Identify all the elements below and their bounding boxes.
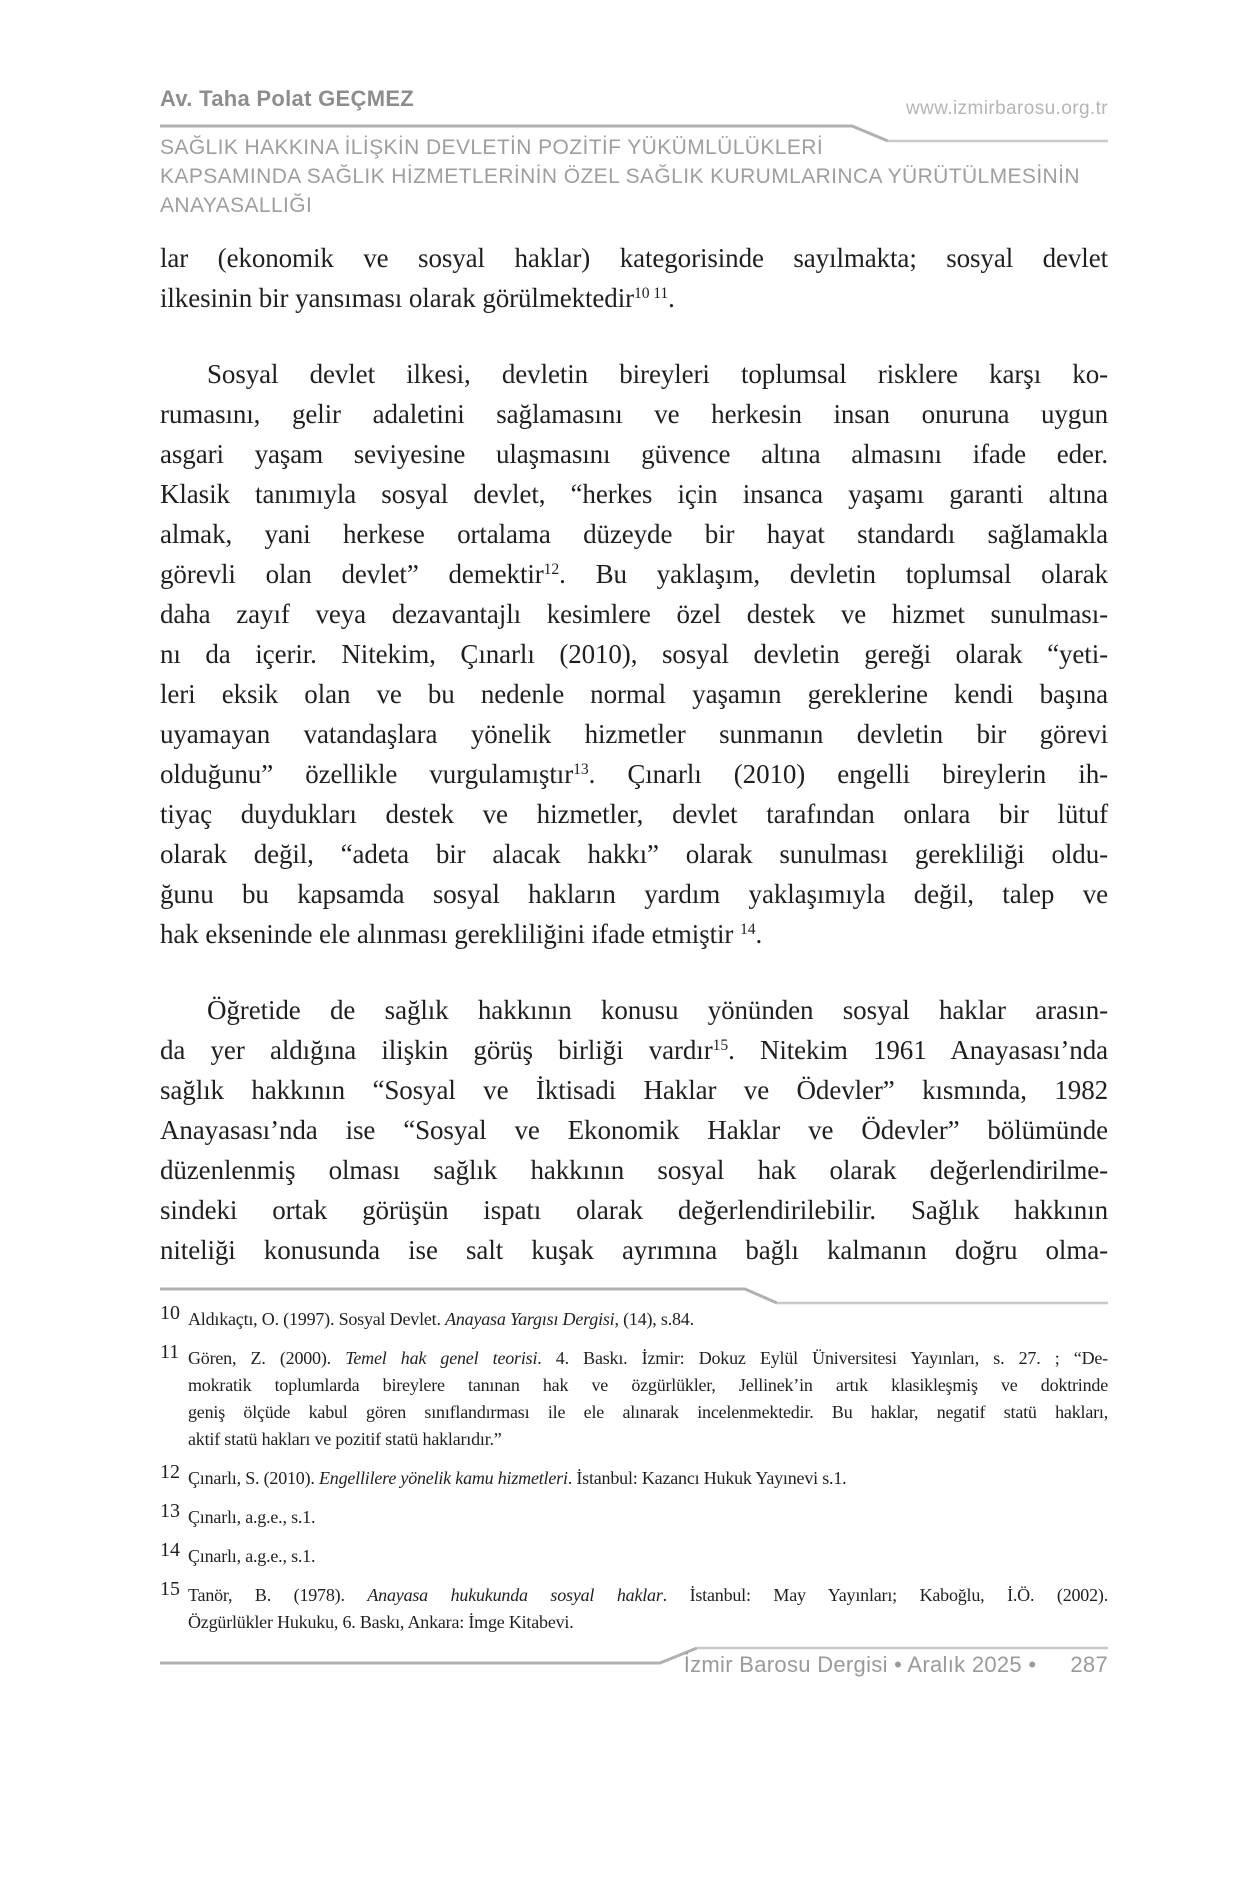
footnote-line: Gören, Z. (2000). Temel hak genel teorisi. 4. Baskı. İzmir: Dokuz Eylül Üniversitesi Yayınları, s. 27. ; “De-: [188, 1348, 1108, 1368]
footnote-number: 15: [160, 1578, 180, 1600]
text-line: hak ekseninde ele alınması gerekliliğini ifade etmiştir $^{14}$.: [160, 919, 763, 949]
paragraph: [160, 354, 1108, 954]
journal-name: İzmir Barosu Dergisi • Aralık 2025 •: [683, 1652, 1037, 1677]
footnote-line: Çınarlı, a.g.e., s.1.: [188, 1507, 316, 1527]
text-line: düzenlenmiş olması sağlık hakkının sosyal hak olarak değerlendirilme-: [160, 1155, 1108, 1185]
text-line: leri eksik olan ve bu nedenle normal yaşamın gereklerine kendi başına: [160, 679, 1108, 709]
article-title: [160, 133, 1150, 220]
text-line: görevli olan devlet” demektir$^{12}$. Bu yaklaşım, devletin toplumsal olarak: [160, 559, 1108, 589]
text-line: ilkesinin bir yansıması olarak görülmektedir$^{10 11}$.: [160, 283, 675, 313]
footnote: [160, 1302, 1108, 1333]
text-line: Anayasası’nda ise “Sosyal ve Ekonomik Haklar ve Ödevler” bölümünde: [160, 1115, 1108, 1145]
footnote-line: aktif statü hakları ve pozitif statü haklarıdır.”: [188, 1429, 502, 1449]
text-line: Sosyal devlet ilkesi, devletin bireyleri toplumsal risklere karşı ko-: [207, 359, 1108, 389]
text-line: tiyaç duydukları destek ve hizmetler, devlet tarafından onlara bir lütuf: [160, 799, 1108, 829]
footnote-line: mokratik toplumlarda bireylere tanınan hak ve özgürlükler, Jellinek’in artık klasikleşmiş ve doktrinde: [188, 1375, 1108, 1395]
text-line: nı da içerir. Nitekim, Çınarlı (2010), sosyal devletin gereği olarak “yeti-: [160, 639, 1108, 669]
footnotes-section: [160, 1302, 1108, 1648]
text-line: rumasını, gelir adaletini sağlamasını ve herkesin insan onuruna uygun: [160, 399, 1108, 429]
text-line: almak, yani herkese ortalama düzeyde bir hayat standardı sağlamakla: [160, 519, 1108, 549]
footnote-line: geniş ölçüde kabul gören sınıflandırması ile ele alınarak incelenmektedir. Bu haklar, negatif statü hakları,: [188, 1402, 1108, 1422]
footnote-number: 12: [160, 1461, 180, 1483]
author-name: Av. Taha Polat GEÇMEZ: [160, 86, 415, 111]
text-line: lar (ekonomik ve sosyal haklar) kategorisinde sayılmakta; sosyal devlet: [160, 243, 1108, 273]
text-line: olarak değil, “adeta bir alacak hakkı” olarak sunulması gerekliliği oldu-: [160, 839, 1108, 869]
footnote-line: Çınarlı, a.g.e., s.1.: [188, 1546, 316, 1566]
footnote: [160, 1539, 1108, 1570]
text-line: asgari yaşam seviyesine ulaşmasını güvence altına almasını ifade eder.: [160, 439, 1108, 469]
article-title-line: ANAYASALLIĞI: [160, 194, 313, 217]
footnote-line: Çınarlı, S. (2010). Engellilere yönelik kamu hizmetleri. İstanbul: Kazancı Hukuk Yayınevi s.1.: [188, 1468, 847, 1488]
text-line: Klasik tanımıyla sosyal devlet, “herkes için insanca yaşamı garanti altına: [160, 479, 1108, 509]
body-paragraphs: [160, 238, 1108, 1270]
text-line: uyamayan vatandaşlara yönelik hizmetler sunmanın devletin bir görevi: [160, 719, 1108, 749]
footnote: [160, 1341, 1108, 1453]
text-line: sindeki ortak görüşün ispatı olarak değerlendirilebilir. Sağlık hakkının: [160, 1195, 1108, 1225]
footnote: [160, 1578, 1108, 1636]
footnote-number: 11: [160, 1341, 180, 1363]
footnote: [160, 1500, 1108, 1531]
text-line: sağlık hakkının “Sosyal ve İktisadi Haklar ve Ödevler” kısmında, 1982: [160, 1075, 1108, 1105]
footnote: [160, 1461, 1108, 1492]
footer-text: [600, 1652, 1108, 1678]
footnote-number: 13: [160, 1500, 180, 1522]
text-line: olduğunu” özellikle vurgulamıştır$^{13}$. Çınarlı (2010) engelli bireylerin ih-: [160, 759, 1108, 789]
article-title-line: SAĞLIK HAKKINA İLİŞKİN DEVLETİN POZİTİF YÜKÜMLÜLÜKLERİ: [160, 136, 824, 159]
footnote-line: Özgürlükler Hukuku, 6. Baskı, Ankara: İmge Kitabevi.: [188, 1612, 574, 1632]
footnote-number: 10: [160, 1302, 180, 1324]
footnote-line: Tanör, B. (1978). Anayasa hukukunda sosyal haklar. İstanbul: May Yayınları; Kaboğlu, İ.Ö. (2002).: [188, 1585, 1108, 1605]
paragraph: [160, 238, 1108, 318]
page-number: 287: [1070, 1652, 1108, 1677]
article-title-line: KAPSAMINDA SAĞLIK HİZMETLERİNİN ÖZEL SAĞLIK KURUMLARINCA YÜRÜTÜLMESİNİN: [160, 165, 1080, 188]
footnote-line: Aldıkaçtı, O. (1997). Sosyal Devlet. Anayasa Yargısı Dergisi, (14), s.84.: [188, 1309, 694, 1329]
paragraph: [160, 990, 1108, 1270]
footnote-number: 14: [160, 1539, 180, 1561]
journal-url: www.izmirbarosu.org.tr: [905, 98, 1108, 119]
article-body: [160, 238, 1108, 1306]
text-line: daha zayıf veya dezavantajlı kesimlere özel destek ve hizmet sunulması-: [160, 599, 1108, 629]
text-line: Öğretide de sağlık hakkının konusu yönünden sosyal haklar arasın-: [207, 995, 1108, 1025]
text-line: niteliği konusunda ise salt kuşak ayrımına bağlı kalmanın doğru olma-: [160, 1235, 1108, 1265]
text-line: da yer aldığına ilişkin görüş birliği vardır$^{15}$. Nitekim 1961 Anayasası’nda: [160, 1035, 1108, 1065]
text-line: ğunu bu kapsamda sosyal hakların yardım yaklaşımıyla değil, talep ve: [160, 879, 1108, 909]
